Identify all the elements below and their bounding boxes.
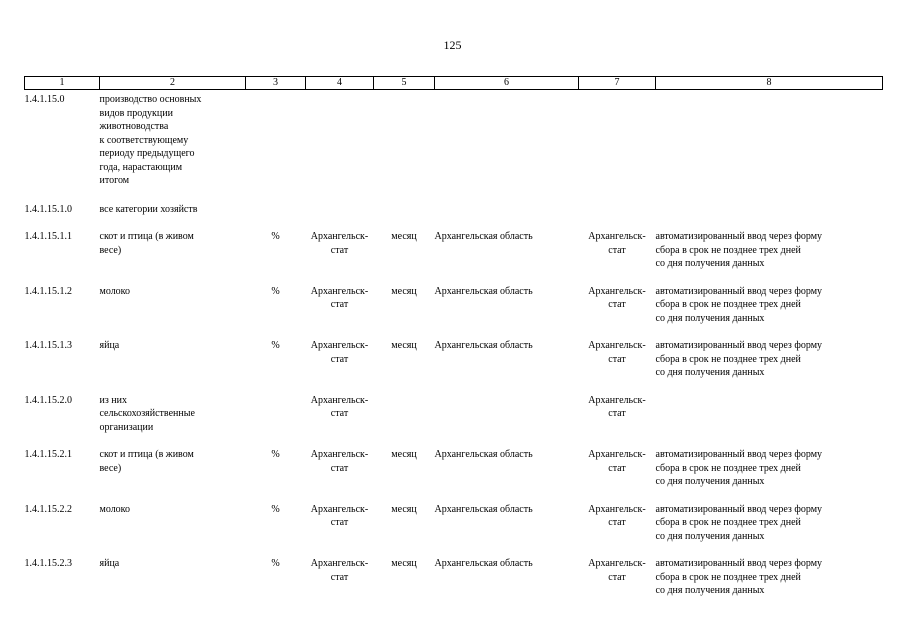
row-period: [374, 90, 435, 188]
table-row: [25, 325, 883, 380]
indicator-table: [24, 76, 883, 598]
row-period: [374, 325, 435, 380]
row-method-line: автоматизированный ввод через форму: [655, 340, 823, 351]
row-territory: [435, 216, 579, 271]
row-unit: [246, 543, 306, 598]
row-name-line: периоду предыдущего: [99, 148, 195, 159]
row-code: [25, 216, 100, 271]
row-code-text: 1.4.1.15.2.1: [24, 449, 72, 460]
row-name-line: производство основных: [99, 94, 202, 105]
row-code: [25, 489, 100, 544]
row-unit: [246, 188, 306, 217]
row-source: [306, 271, 374, 326]
row-method: [656, 271, 883, 326]
row-unit-text: %: [271, 449, 280, 460]
row-source: [306, 543, 374, 598]
row-territory: [435, 325, 579, 380]
row-period-text: месяц: [391, 503, 417, 515]
row-code-text: 1.4.1.15.2.3: [24, 558, 72, 569]
column-header: 1: [25, 77, 100, 90]
row-code: [25, 325, 100, 380]
row-code: [25, 271, 100, 326]
row-responsible: [579, 434, 656, 489]
column-header: 7: [579, 77, 656, 90]
row-method-line: со дня получения данных: [655, 312, 765, 324]
row-source-line: Архангельск-: [310, 449, 369, 460]
row-period: [374, 271, 435, 326]
row-name-line: итогом: [99, 175, 130, 186]
row-territory: [435, 489, 579, 544]
row-territory-text: Архангельская область: [434, 503, 533, 515]
table-row: [25, 90, 883, 188]
row-responsible-line: стат: [608, 299, 626, 310]
row-responsible: [579, 325, 656, 380]
table-row: [25, 188, 883, 217]
row-unit: [246, 90, 306, 188]
column-header: 8: [656, 77, 883, 90]
row-territory: [435, 380, 579, 435]
row-period-text: месяц: [391, 449, 417, 460]
row-territory-text: Архангельская область: [434, 231, 533, 242]
row-method-line: со дня получения данных: [655, 476, 765, 487]
row-method: [656, 216, 883, 271]
row-period: [374, 489, 435, 544]
row-method: [656, 434, 883, 489]
column-header: 5: [374, 77, 435, 90]
row-name-line: организации: [99, 421, 154, 433]
row-responsible-line: стат: [608, 353, 626, 365]
row-name-line: животноводства: [99, 121, 169, 132]
row-responsible-line: Архангельск-: [588, 558, 646, 569]
row-unit: [246, 325, 306, 380]
row-name: [100, 325, 246, 380]
row-method: [656, 489, 883, 544]
table-row: [25, 380, 883, 435]
row-name-line: все категории хозяйств: [99, 203, 198, 215]
row-method-line: сбора в срок не позднее трех дней: [655, 299, 801, 310]
row-source-line: стат: [330, 517, 349, 528]
row-source-line: Архангельск-: [310, 558, 369, 569]
row-name: [100, 434, 246, 489]
row-code: [25, 380, 100, 435]
row-period: [374, 380, 435, 435]
row-period: [374, 434, 435, 489]
row-method-line: автоматизированный ввод через форму: [655, 231, 823, 242]
row-name-line: яйца: [99, 340, 120, 351]
row-source-line: Архангельск-: [310, 340, 369, 351]
row-responsible: [579, 380, 656, 435]
row-source: [306, 90, 374, 188]
row-method-line: сбора в срок не позднее трех дней: [655, 462, 801, 474]
row-responsible-line: Архангельск-: [588, 394, 646, 406]
row-unit-text: %: [271, 231, 280, 242]
row-source-line: стат: [330, 408, 349, 419]
table-row: [25, 271, 883, 326]
row-source: [306, 380, 374, 435]
row-unit: [246, 216, 306, 271]
row-method-line: автоматизированный ввод через форму: [655, 449, 823, 460]
row-responsible: [579, 90, 656, 188]
column-header: 3: [246, 77, 306, 90]
row-name: [100, 271, 246, 326]
row-code-text: 1.4.1.15.1.0: [24, 203, 72, 215]
row-method: [656, 380, 883, 435]
row-name-line: сельскохозяйственные: [99, 408, 195, 419]
row-name-line: молоко: [99, 503, 131, 515]
row-source: [306, 325, 374, 380]
row-period-text: месяц: [391, 340, 417, 351]
row-territory: [435, 188, 579, 217]
row-name-line: года, нарастающим: [99, 161, 183, 173]
row-method: [656, 543, 883, 598]
row-name-line: молоко: [99, 285, 131, 297]
row-source-line: стат: [330, 299, 349, 310]
row-responsible-line: Архангельск-: [588, 340, 646, 351]
row-responsible-line: Архангельск-: [588, 503, 646, 515]
row-territory-text: Архангельская область: [434, 340, 533, 351]
row-period: [374, 188, 435, 217]
row-territory-text: Архангельская область: [434, 558, 533, 569]
row-method-line: сбора в срок не позднее трех дней: [655, 353, 801, 365]
row-name: [100, 543, 246, 598]
row-method-line: автоматизированный ввод через форму: [655, 285, 823, 297]
row-code-text: 1.4.1.15.1.3: [24, 340, 72, 351]
row-method-line: со дня получения данных: [655, 258, 765, 269]
row-name-line: скот и птица (в живом: [99, 231, 194, 242]
row-period-text: месяц: [391, 285, 417, 297]
row-source-line: стат: [330, 462, 349, 474]
column-header: 6: [435, 77, 579, 90]
row-method: [656, 188, 883, 217]
row-territory: [435, 271, 579, 326]
row-source-line: Архангельск-: [310, 285, 369, 297]
row-name: [100, 380, 246, 435]
row-code-text: 1.4.1.15.2.2: [24, 503, 72, 515]
row-source-line: стат: [330, 571, 349, 583]
row-name-line: весе): [99, 462, 122, 474]
row-responsible-line: Архангельск-: [588, 231, 646, 242]
row-source-line: Архангельск-: [310, 503, 369, 515]
row-source: [306, 434, 374, 489]
row-code-text: 1.4.1.15.1.1: [24, 231, 72, 242]
row-code-text: 1.4.1.15.0: [24, 94, 65, 105]
row-source-line: Архангельск-: [310, 394, 369, 406]
row-source-line: стат: [330, 244, 349, 256]
row-unit-text: %: [271, 503, 280, 515]
row-code-text: 1.4.1.15.1.2: [24, 285, 72, 297]
row-method-line: со дня получения данных: [655, 530, 765, 542]
row-method-line: со дня получения данных: [655, 367, 765, 378]
row-unit: [246, 271, 306, 326]
row-source-line: стат: [330, 353, 349, 365]
row-responsible: [579, 489, 656, 544]
row-method-line: сбора в срок не позднее трех дней: [655, 244, 801, 256]
row-unit: [246, 380, 306, 435]
table-row: [25, 543, 883, 598]
row-source-line: Архангельск-: [310, 231, 369, 242]
row-period-text: месяц: [391, 231, 417, 242]
table-body: [25, 90, 883, 598]
row-method-line: сбора в срок не позднее трех дней: [655, 571, 801, 583]
row-method-line: автоматизированный ввод через форму: [655, 558, 823, 569]
row-name: [100, 216, 246, 271]
row-method: [656, 90, 883, 188]
row-method: [656, 325, 883, 380]
row-method-line: сбора в срок не позднее трех дней: [655, 517, 801, 528]
row-responsible: [579, 216, 656, 271]
row-responsible-line: стат: [608, 517, 626, 528]
row-responsible-line: стат: [608, 571, 626, 583]
row-method-line: со дня получения данных: [655, 585, 765, 596]
row-responsible: [579, 271, 656, 326]
row-unit-text: %: [271, 285, 280, 297]
row-period-text: месяц: [391, 558, 417, 569]
row-unit-text: %: [271, 558, 280, 569]
row-source: [306, 216, 374, 271]
row-unit-text: %: [271, 340, 280, 351]
row-name-line: из них: [99, 394, 128, 406]
row-source: [306, 188, 374, 217]
row-code: [25, 188, 100, 217]
column-header: 2: [100, 77, 246, 90]
page-number: 125: [443, 38, 462, 52]
column-number-row: [25, 77, 883, 90]
row-code: [25, 90, 100, 188]
row-responsible-line: Архангельск-: [588, 285, 646, 297]
table-row: [25, 434, 883, 489]
row-name-line: видов продукции: [99, 107, 173, 119]
row-code: [25, 543, 100, 598]
row-territory-text: Архангельская область: [434, 449, 533, 460]
row-period: [374, 216, 435, 271]
row-name-line: к соответствующему: [99, 134, 189, 146]
column-header: 4: [306, 77, 374, 90]
row-period: [374, 543, 435, 598]
row-territory: [435, 543, 579, 598]
row-source: [306, 489, 374, 544]
row-responsible: [579, 188, 656, 217]
row-responsible-line: стат: [608, 462, 626, 474]
row-name: [100, 188, 246, 217]
row-responsible: [579, 543, 656, 598]
row-name: [100, 90, 246, 188]
row-code: [25, 434, 100, 489]
row-responsible-line: стат: [608, 408, 626, 419]
row-territory: [435, 434, 579, 489]
row-unit: [246, 434, 306, 489]
row-responsible-line: стат: [608, 244, 626, 256]
row-name-line: яйца: [99, 558, 120, 569]
row-territory: [435, 90, 579, 188]
row-name: [100, 489, 246, 544]
row-method-line: автоматизированный ввод через форму: [655, 503, 823, 515]
table-row: [25, 489, 883, 544]
row-name-line: скот и птица (в живом: [99, 449, 194, 460]
row-code-text: 1.4.1.15.2.0: [24, 394, 72, 406]
table-row: [25, 216, 883, 271]
row-responsible-line: Архангельск-: [588, 449, 646, 460]
row-name-line: весе): [99, 244, 122, 256]
row-territory-text: Архангельская область: [434, 285, 533, 297]
row-unit: [246, 489, 306, 544]
